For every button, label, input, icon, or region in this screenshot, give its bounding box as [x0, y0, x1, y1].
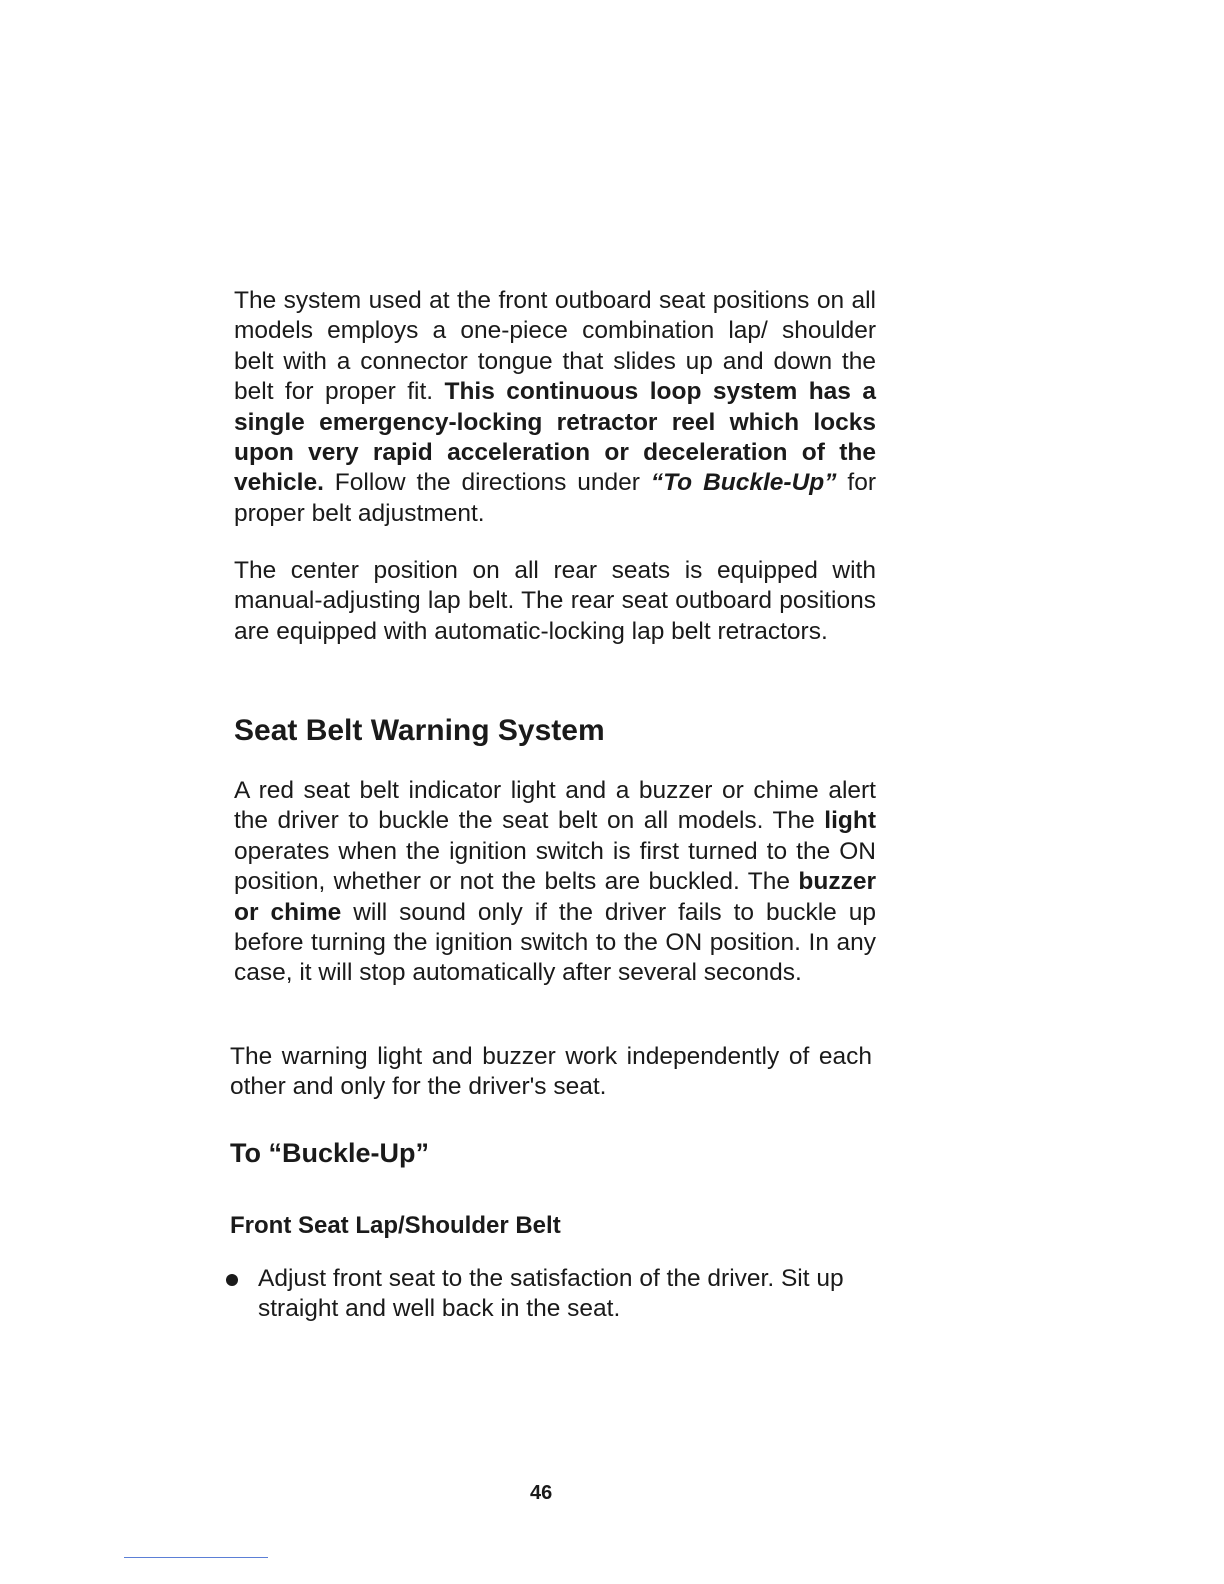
heading-to-buckle-up: To “Buckle-Up”: [230, 1138, 430, 1168]
p1-text-2: Follow the directions under: [323, 469, 651, 497]
p3-bold-light: light: [824, 807, 876, 835]
p3-bold-buzzer: buzzer or chime: [234, 868, 876, 926]
p1-text-3: for proper belt adjustment.: [234, 469, 876, 527]
paragraph-warning-light: [234, 776, 876, 989]
paragraph-front-belt-system: [234, 286, 876, 529]
paragraph-rear-seats: [234, 556, 876, 647]
heading-seat-belt-warning-system: Seat Belt Warning System: [234, 714, 605, 747]
p4-text: The warning light and buzzer work independently of each other and only for the driver's seat.: [230, 1043, 872, 1101]
p1-text-1: The system used at the front outboard seat positions on all models employs a one-piece combination lap/ shoulder belt with a connector tongue that slides up and down the belt for proper fit.: [234, 287, 876, 406]
page-number: 46: [530, 1482, 553, 1504]
bullet-dot-icon: [226, 1274, 238, 1286]
p1-bold-retractor: This continuous loop system has a single emergency-locking retractor reel which locks upon very rapid acceleration or deceleration of the vehicle.: [234, 378, 876, 497]
p3-text-1: A red seat belt indicator light and a buzzer or chime alert the driver to buckle the seat belt on all models. The: [234, 777, 876, 835]
p3-text-2: operates when the ignition switch is first turned to the ON position, whether or not the belts are buckled. The: [234, 837, 876, 896]
p2-text: The center position on all rear seats is equipped with manual-adjusting lap belt. The rear seat outboard positions are equipped with automatic-locking lap belt retractors.: [234, 557, 876, 645]
p3-text-3: will sound only if the driver fails to buckle up before turning the ignition switch to the ON position. In any case, it will stop automatically after several seconds.: [234, 898, 876, 987]
p1-reference-buckle-up: “To Buckle-Up”: [650, 469, 837, 497]
bullet-text: Adjust front seat to the satisfaction of the driver. Sit up straight and well back in the seat.: [258, 1265, 844, 1323]
subheading-front-seat-belt: Front Seat Lap/Shoulder Belt: [230, 1212, 561, 1239]
paragraph-independent-operation: [230, 1042, 872, 1103]
footer-rule: [124, 1557, 268, 1558]
